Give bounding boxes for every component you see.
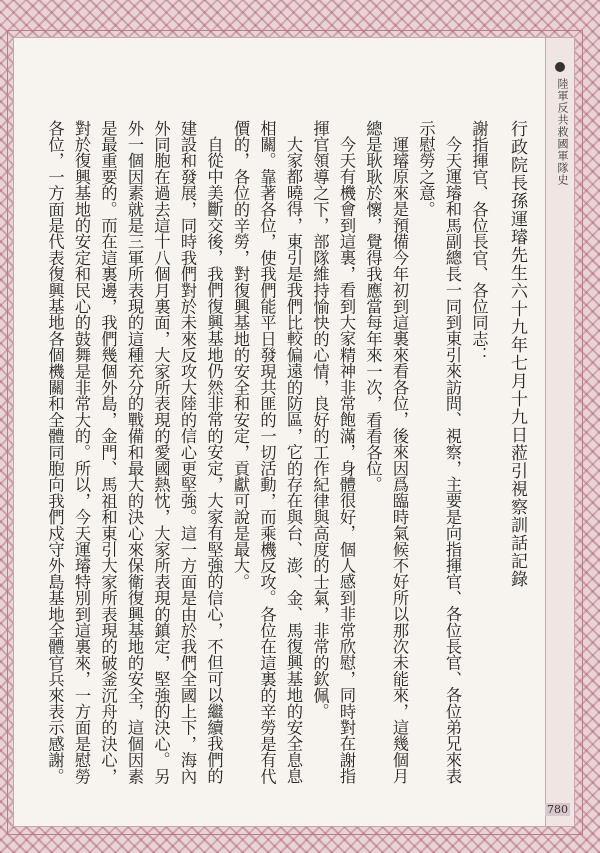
series-title: 陸軍反共救國軍隊史 [556, 78, 569, 186]
paragraph: 自從中美斷交後，我們復興基地仍然非常的安定，大家有堅強的信心，不但可以繼續我們的建設和發展，同時我們對於未來反攻大陸的信心更堅強。這一方面是由於我們全國上下，海內外同胞在過去這十八個月裏面，大家所表現的愛國熱忱，大家所表現的鎮定，堅強的決心。另外一個因素就是三軍所表現的這種充分的戰備和最大的決心來保衛復興基地的安全，這個因素是最重要的。而在這裏邊，我們幾個外島，金門、馬祖和東引大家所表現的破釜沉舟的決心，對於復興基地的安定和民心的鼓舞是非常大的。所以，今天運璿特別到這裏來，一方面是慰勞各位，一方面是代表復興基地各個機關和全體同胞向我們戍守外島基地全體官兵來表示感謝。 [45, 120, 224, 785]
paragraph: 運璿原來是預備今年初到這裏來看各位，後來因爲臨時氣候不好所以那次未能來，這幾個月總是耿耿於懷，覺得我應當每年來一次，看看各位。 [363, 120, 409, 785]
page-number: 780 [547, 803, 568, 816]
body-text [26, 120, 530, 794]
salutation: 謝指揮官、各位長官、各位同志： [469, 120, 489, 363]
bullet-icon [555, 62, 565, 72]
paragraph: 今天有機會到這裏，看到大家精神非常飽滿，身體很好，個人感到非常欣慰，同時對在謝指揮官領導之下，部隊維持愉快的心情，良好的工作紀律與高度的士氣，非常的欽佩。 [310, 120, 356, 785]
paragraph: 大家都曉得，東引是我們比較偏遠的防區，它的存在與台、澎、金、馬復興基地的安全息息相關。靠著各位，使我們能平日發現共匪的一切活動，而乘機反攻。各位在這裏的辛勞是有代價的，各位的辛勞，對復興基地的安全和安定，貢獻可說是最大。 [231, 120, 303, 785]
page [14, 38, 574, 826]
paragraph: 今天運璿和馬副總長一同到東引來訪問、視察，主要是向指揮官、各位長官、各位弟兄來表示慰勞之意。 [416, 120, 462, 785]
document-title: 行政院長孫運璿先生六十九年七月十九日蒞引視察訓話記錄 [507, 120, 527, 588]
series-strip [545, 38, 574, 826]
